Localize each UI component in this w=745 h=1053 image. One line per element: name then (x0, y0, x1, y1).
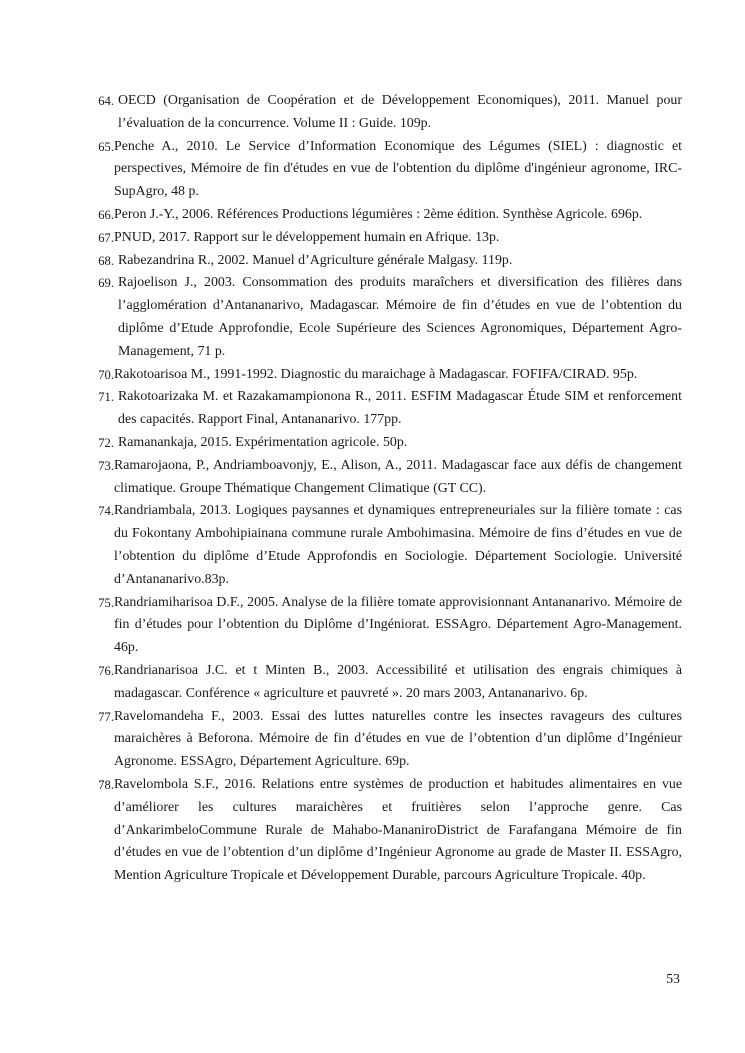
reference-text: Ravelombola S.F., 2016. Relations entre systèmes de production et habitudes alimentaires en vue d’améliorer les cultures maraichères et fruitières selon l’approche genre. Cas d’AnkarimbeloCommune Rurale de Mahabo-MananiroDistrict de Farafangana Mémoire de fin d’études en vue de l’obtention d’un diplôme d’Ingénieur Agronome au grade de Master II. ESSAgro, Mention Agriculture Tropicale et Développement Durable, parcours Agriculture Tropicale. 40p. (114, 776, 682, 884)
reference-text: Ramanankaja, 2015. Expérimentation agricole. 50p. (118, 434, 408, 450)
reference-number: 77. (98, 709, 114, 724)
reference-item (90, 455, 682, 501)
reference-text: Rakotoarisoa M., 1991-1992. Diagnostic du maraichage à Madagascar. FOFIFA/CIRAD. 95p. (114, 366, 638, 382)
reference-item (90, 204, 682, 227)
reference-text: OECD (Organisation de Coopération et de Développement Economiques), 2011. Manuel pour l’évaluation de la concurrence. Volume II : Guide. 109p. (118, 93, 682, 131)
reference-text: Randriamiharisoa D.F., 2005. Analyse de la filière tomate approvisionnant Antananarivo. Mémoire de fin d’études pour l’obtention du Diplôme d’Ingéniorat. ESSAgro. Département Agro-Management. 46p. (114, 594, 682, 656)
reference-text: Penche A., 2010. Le Service d’Information Economique des Légumes (SIEL) : diagnostic et perspectives, Mémoire de fin d'études en vue de l'obtention du diplôme d'ingénieur agronome, IRC-SupAgro, 48 p. (114, 138, 682, 200)
reference-number: 73. (98, 458, 114, 473)
reference-number: 78. (98, 777, 114, 792)
reference-number: 65. (98, 139, 114, 154)
reference-item (90, 90, 682, 136)
reference-item (90, 250, 682, 273)
reference-item (90, 500, 682, 591)
reference-item (90, 432, 682, 455)
reference-item (90, 774, 682, 888)
reference-list (90, 90, 682, 888)
reference-item (90, 136, 682, 204)
reference-number: 74. (98, 504, 114, 519)
reference-text: Rabezandrina R., 2002. Manuel d’Agriculture générale Malgasy. 119p. (118, 252, 513, 268)
reference-text: Randrianarisoa J.C. et t Minten B., 2003. Accessibilité et utilisation des engrais chimiques à madagascar. Conférence « agriculture et pauvreté ». 20 mars 2003, Antananarivo. 6p. (114, 662, 682, 701)
reference-text: Randriambala, 2013. Logiques paysannes et dynamiques entrepreneuriales sur la filière tomate : cas du Fokontany Ambohipiainana commune rurale Ambohimasina. Mémoire de fins d’études en vue de l’obtention du diplôme d’Etude Approfondis en Sociologie. Département Sociologie. Université d’Antananarivo.83p. (114, 503, 682, 587)
reference-item (90, 592, 682, 660)
reference-number: 64. (98, 94, 114, 108)
reference-number: 75. (98, 595, 114, 610)
reference-number: 69. (98, 276, 114, 291)
reference-text: Ramarojaona, P., Andriamboavonjy, E., Alison, A., 2011. Madagascar face aux défis de changement climatique. Groupe Thématique Changement Climatique (GT CC). (114, 457, 682, 496)
reference-number: 76. (98, 663, 114, 678)
reference-number: 68. (98, 253, 114, 268)
reference-item (90, 706, 682, 774)
reference-text: Peron J.-Y., 2006. Références Productions légumières : 2ème édition. Synthèse Agricole. 696p. (114, 206, 643, 222)
page-number: 53 (666, 972, 680, 987)
reference-number: 66. (98, 207, 114, 222)
reference-number: 67. (98, 230, 114, 245)
reference-number: 72. (98, 435, 114, 450)
reference-item (90, 364, 682, 387)
reference-text: PNUD, 2017. Rapport sur le développement humain en Afrique. 13p. (114, 229, 500, 245)
reference-item (90, 660, 682, 706)
reference-number: 70. (98, 367, 114, 382)
reference-item (90, 386, 682, 432)
reference-number: 71. (98, 390, 114, 405)
reference-text: Rakotoarizaka M. et Razakamampionona R., 2011. ESFIM Madagascar Étude SIM et renforcement des capacités. Rapport Final, Antananarivo. 177pp. (118, 389, 682, 428)
reference-item (90, 227, 682, 250)
reference-text: Ravelomandeha F., 2003. Essai des luttes naturelles contre les insectes ravageurs des cultures maraichères à Beforona. Mémoire de fin d’études en vue de l’obtention d’un diplôme d’Ingénieur Agronome. ESSAgro, Département Agriculture. 69p. (114, 708, 682, 770)
reference-text: Rajoelison J., 2003. Consommation des produits maraîchers et diversification des filières dans l’agglomération d’Antananarivo, Madagascar. Mémoire de fin d’études en vue de l’obtention du diplôme d’Etude Approfondie, Ecole Supérieure des Sciences Agronomiques, Département Agro-Management, 71 p. (118, 275, 682, 359)
reference-item (90, 272, 682, 363)
